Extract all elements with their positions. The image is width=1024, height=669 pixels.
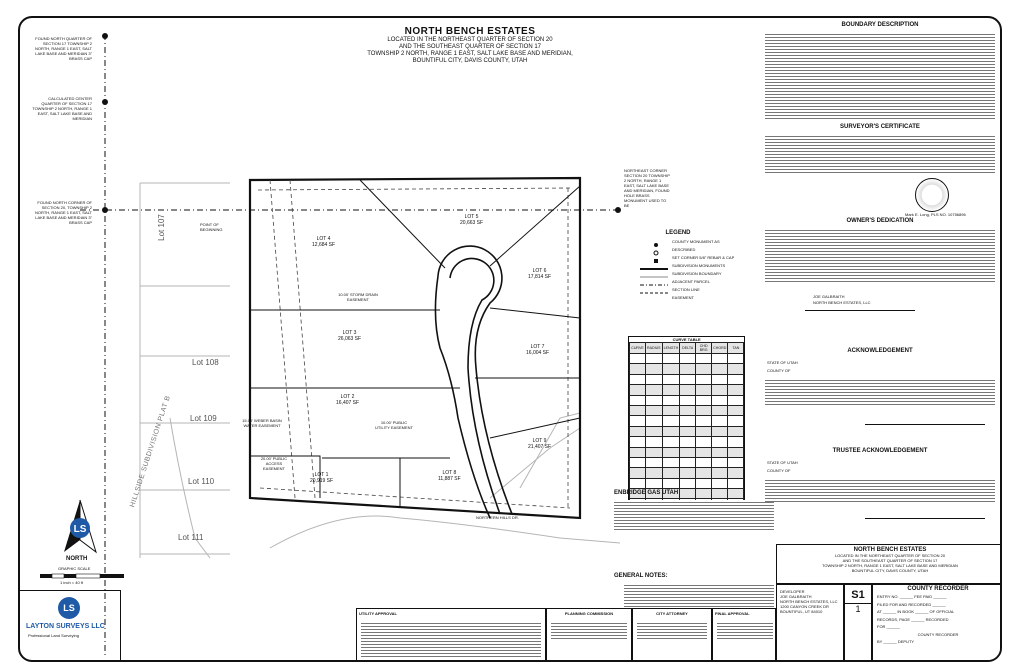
plat-sheet — [18, 16, 1002, 662]
plat-title-line-1: LOCATED IN THE NORTHEAST QUARTER OF SECTION 20 — [387, 37, 553, 43]
legend-title: LEGEND — [665, 230, 691, 236]
easement-lines — [258, 180, 572, 508]
legend-item: SUBDIVISION BOUNDARY — [672, 271, 722, 276]
utility-approval-title: UTILITY APPROVAL — [359, 611, 397, 616]
company-block — [20, 590, 121, 662]
owner-signature-line[interactable] — [805, 310, 915, 311]
adjacent-lot-111: Lot 111 — [178, 533, 204, 542]
lot-3-label: LOT 3 26,063 SF — [338, 330, 362, 342]
acknowledgement: ACKNOWLEDGEMENT STATE OF UTAH COUNTY OF — [765, 348, 995, 354]
plat-title-line-3: TOWNSHIP 2 NORTH, RANGE 1 EAST, SALT LAKE BASE AND MERIDIAN, — [367, 51, 573, 57]
company-name: LAYTON SURVEYS LLC — [26, 623, 105, 630]
easement-label-storm: 10.00' STORM DRAIN EASEMENT — [338, 292, 378, 302]
titleblock-name: NORTH BENCH ESTATES — [853, 547, 927, 553]
corner-note-center-quarter: CALCULATED CENTER QUARTER OF SECTION 17 TOWNSHIP 2 NORTH, RANGE 1 EAST, SALT LAKE BASE AND MERIDIAN — [32, 96, 92, 121]
lot-8-label: LOT 8 11,887 SF — [438, 470, 461, 482]
sheet-id: S1 — [851, 589, 865, 601]
lot-6-label: LOT 6 17,814 SF — [528, 268, 552, 280]
planning-title: PLANNING COMMISSION — [564, 611, 614, 616]
notary-signature-line[interactable] — [865, 424, 985, 425]
gas-title: ENBRIDGE GAS UTAH — [614, 490, 679, 496]
surveyor-title: SURVEYOR'S CERTIFICATE — [840, 124, 920, 130]
curve-table-grid: CURVE RADIUS LENGTH DELTA CHD BRG CHORD TAN — [629, 342, 744, 520]
graphic-scale-bar — [40, 574, 124, 578]
curve-table-title: CURVE TABLE — [672, 337, 701, 342]
legend-item: SET CORNER 5/8" REBAR & CAP — [672, 255, 735, 260]
owner-company-2: NORTH BENCH ESTATES, LLC — [813, 300, 871, 305]
general-notes — [614, 573, 779, 579]
sheet-count: 1 — [845, 603, 871, 614]
scale-text: 1 inch = 40 ft — [60, 580, 84, 585]
lot-4-label: LOT 4 12,684 SF — [312, 236, 336, 248]
final-title: FINAL APPROVAL — [715, 611, 750, 616]
adjacent-lot-109: Lot 109 — [190, 414, 217, 423]
legend-item: SECTION LINE — [672, 287, 700, 292]
lot-1-label: LOT 1 20,919 SF — [310, 472, 334, 484]
attorney-title: CITY ATTORNEY — [656, 611, 688, 616]
easement-label-utility: 10.00' PUBLIC UTILITY EASEMENT — [375, 420, 413, 430]
gas-approval — [614, 490, 779, 496]
trustee-signature-line[interactable] — [865, 518, 985, 519]
plat-title-line-2: AND THE SOUTHEAST QUARTER OF SECTION 17 — [398, 44, 542, 50]
lot-7-label: LOT 7 16,004 SF — [526, 344, 550, 356]
lot-9-label: LOT 9 21,407 SF — [528, 438, 552, 450]
corner-note-north-quarter: FOUND NORTH QUARTER OF SECTION 17 TOWNSHIP 2 NORTH, RANGE 1 EAST, SALT LAKE BASE AND MERIDIAN 3" BRASS CAP — [35, 36, 92, 61]
company-tagline: Professional Land Surveying — [28, 633, 79, 638]
adjacent-lot-108: Lot 108 — [192, 358, 219, 367]
trustee-title: TRUSTEE ACKNOWLEDGEMENT — [832, 448, 928, 454]
legend-item: SUBDIVISION MONUMENTS — [672, 263, 726, 268]
corner-note-northeast: NORTHEAST CORNER SECTION 20 TOWNSHIP 2 NORTH, RANGE 1 EAST, SALT LAKE BASE AND MERIDIAN, FOUND HOLE BRASS MONUMENT USED TO BE — [624, 168, 670, 208]
final-approval-box — [712, 608, 776, 662]
developer-box: DEVELOPER JOE GALBRAITH NORTH BENCH ESTATES, LLC 1200 CANYON CREEK DR BOUNTIFUL, UT 84010 — [776, 584, 844, 662]
city-attorney-box — [632, 608, 712, 662]
legend-item: ADJACENT PARCEL — [672, 279, 710, 284]
utility-approval-box — [356, 608, 546, 662]
street-label: NORTHERN HILLS DR. — [476, 515, 519, 520]
corner-note-north-corner: FOUND NORTH CORNER OF SECTION 20, TOWNSHIP 2 NORTH, RANGE 1 EAST, SALT LAKE BASE AND MERIDIAN 3" BRASS CAP — [35, 200, 92, 225]
boundary-description — [765, 22, 995, 28]
easement-label-access: 20.00' PUBLIC ACCESS EASEMENT — [260, 456, 288, 471]
county-recorder-box: COUNTY RECORDER ENTRY NO. ______ FEE PAID ______ FILED FOR AND RECORDED ______ AT ______ IN BOOK ______ OF OFFICIAL RECORDS, PAGE ______ RECORDED FOR ______ COUNTY RECORDER BY ______ DEPUTY — [872, 584, 1002, 662]
adjacent-lot-107: Lot 107 — [156, 214, 166, 241]
north-label: NORTH — [66, 556, 88, 562]
titleblock-header: NORTH BENCH ESTATES LOCATED IN THE NORTHEAST QUARTER OF SECTION 20 AND THE SOUTHEAST QUARTER OF SECTION 17 TOWNSHIP 2 NORTH, RANGE 1 EAST, SALT LAKE BASE AND MERIDIAN BOUNTIFUL CITY, DAVIS COUNTY, UTAH — [776, 544, 1002, 584]
adjacent-lot-110: Lot 110 — [188, 477, 215, 486]
legend — [618, 230, 738, 302]
point-of-beginning-label: POINT OF BEGINNING — [200, 222, 223, 232]
svg-text:LS: LS — [73, 524, 87, 535]
graphic-scale-label: GRAPHIC SCALE — [58, 566, 91, 571]
surveyor-certificate — [765, 124, 995, 217]
sheet-number-box — [844, 584, 872, 662]
boundary-title: BOUNDARY DESCRIPTION — [841, 22, 919, 28]
owner-company: JOE GALBRAITH — [813, 294, 845, 299]
trustee-acknowledgement: TRUSTEE ACKNOWLEDGEMENT STATE OF UTAH COUNTY OF — [765, 448, 995, 454]
adjacent-parcels — [140, 183, 620, 558]
plat-title-line-4: BOUNTIFUL CITY, DAVIS COUNTY, UTAH — [412, 58, 528, 64]
county-recorder-title: COUNTY RECORDER — [907, 586, 969, 592]
surveyor-signature: Mark E. Long, PLS NO. 10756896 — [905, 212, 966, 217]
notes-title: GENERAL NOTES: — [614, 573, 668, 579]
adjacent-subdivision-label: HILLSIDE SUBDIVISION PLAT B — [129, 394, 172, 509]
company-logo-icon: LS — [58, 597, 80, 619]
lot-lines — [250, 180, 580, 506]
north-arrow-icon — [64, 500, 96, 552]
plat-title: NORTH BENCH ESTATES — [404, 26, 536, 37]
monument-markers — [102, 33, 621, 213]
legend-item: EASEMENT — [672, 295, 695, 300]
planning-commission-box — [546, 608, 632, 662]
surveyor-seal — [915, 178, 949, 212]
ack-title: ACKNOWLEDGEMENT — [847, 348, 913, 354]
easement-label-water: 15.00' WEBER BASIN WATER EASEMENT — [242, 418, 282, 428]
lot-2-label: LOT 2 16,407 SF — [336, 394, 360, 406]
lot-5-label: LOT 5 20,663 SF — [460, 214, 484, 226]
legend-item: COUNTY MONUMENT AS DESCRIBED — [672, 239, 720, 252]
owners-dedication — [765, 218, 995, 305]
owner-title: OWNER'S DEDICATION — [846, 218, 914, 224]
